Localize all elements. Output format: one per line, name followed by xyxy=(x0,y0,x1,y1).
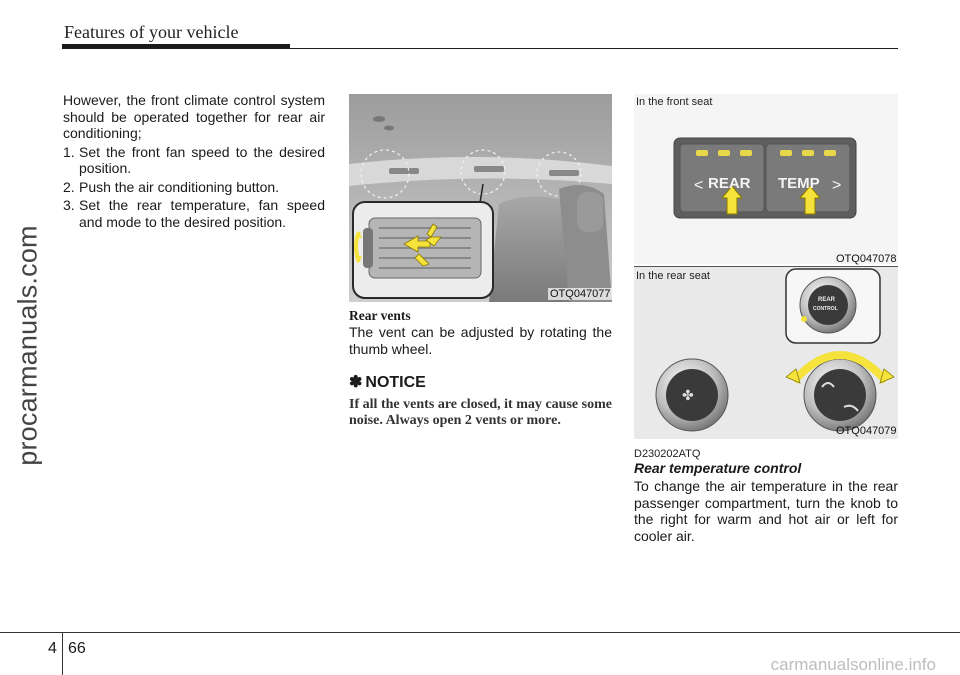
knob-rear-text: REAR xyxy=(818,297,836,303)
vent-photo-icon xyxy=(349,94,612,302)
rear-knobs-icon xyxy=(634,267,898,439)
step-text: Push the air conditioning button. xyxy=(79,178,280,195)
step-item xyxy=(63,179,325,196)
rear-temp-heading: Rear temperature control xyxy=(634,460,802,476)
rear-vents-heading: Rear vents xyxy=(349,308,411,323)
rear-vents-text: The vent can be adjusted by rotating the thumb wheel. xyxy=(349,324,612,357)
step-text: Set the rear temperature, fan speed and mode to the desired position. xyxy=(79,197,325,230)
chapter-number: 4 xyxy=(48,640,57,657)
knob-control-text: CONTROL xyxy=(813,306,838,312)
notice-heading xyxy=(349,372,426,392)
side-watermark: procarmanuals.com xyxy=(12,225,43,466)
front-seat-illustration xyxy=(634,94,898,264)
figure-code-vent: OTQ047077 xyxy=(550,288,611,300)
figure-code-rear: OTQ047079 xyxy=(836,425,897,437)
header-rule xyxy=(62,48,898,49)
step-item xyxy=(63,144,325,177)
notice-label: NOTICE xyxy=(365,374,426,391)
temp-button-label: TEMP xyxy=(778,175,820,192)
step-text: Set the front fan speed to the desired position. xyxy=(79,143,325,176)
step-number: 3. xyxy=(63,197,75,213)
page-number: 66 xyxy=(68,640,86,657)
rear-temp-text: To change the air temperature in the rear passenger compartment, turn the knob to the right for warm and hot air or left for cooler air. xyxy=(634,478,898,544)
column-1 xyxy=(63,92,325,232)
svg-text:✤: ✤ xyxy=(682,388,694,404)
step-number: 2. xyxy=(63,178,75,195)
front-panel-icon xyxy=(634,94,898,264)
bottom-watermark: carmanualsonline.info xyxy=(770,655,936,674)
figure-code-front: OTQ047078 xyxy=(836,253,897,265)
steps-list xyxy=(63,144,325,231)
footer-rule xyxy=(0,632,960,633)
rear-seat-illustration xyxy=(634,267,898,439)
svg-text:<: < xyxy=(694,177,704,194)
footer-divider xyxy=(62,632,63,675)
step-number: 1. xyxy=(63,143,75,160)
notice-text: If all the vents are closed, it may cause some noise. Always open 2 vents or more. xyxy=(349,397,612,428)
rear-button-label: REAR xyxy=(708,175,751,192)
page-header-title: Features of your vehicle xyxy=(64,22,239,42)
intro-text: However, the front climate control system should be operated together for rear air conditioning; xyxy=(63,92,325,141)
front-seat-label: In the front seat xyxy=(636,96,713,108)
section-code: D230202ATQ xyxy=(634,448,701,460)
notice-star-icon: ✽ xyxy=(349,374,363,391)
rear-vent-illustration xyxy=(349,94,612,302)
rear-seat-label: In the rear seat xyxy=(636,270,710,282)
svg-text:>: > xyxy=(832,177,842,194)
step-item xyxy=(63,197,325,230)
